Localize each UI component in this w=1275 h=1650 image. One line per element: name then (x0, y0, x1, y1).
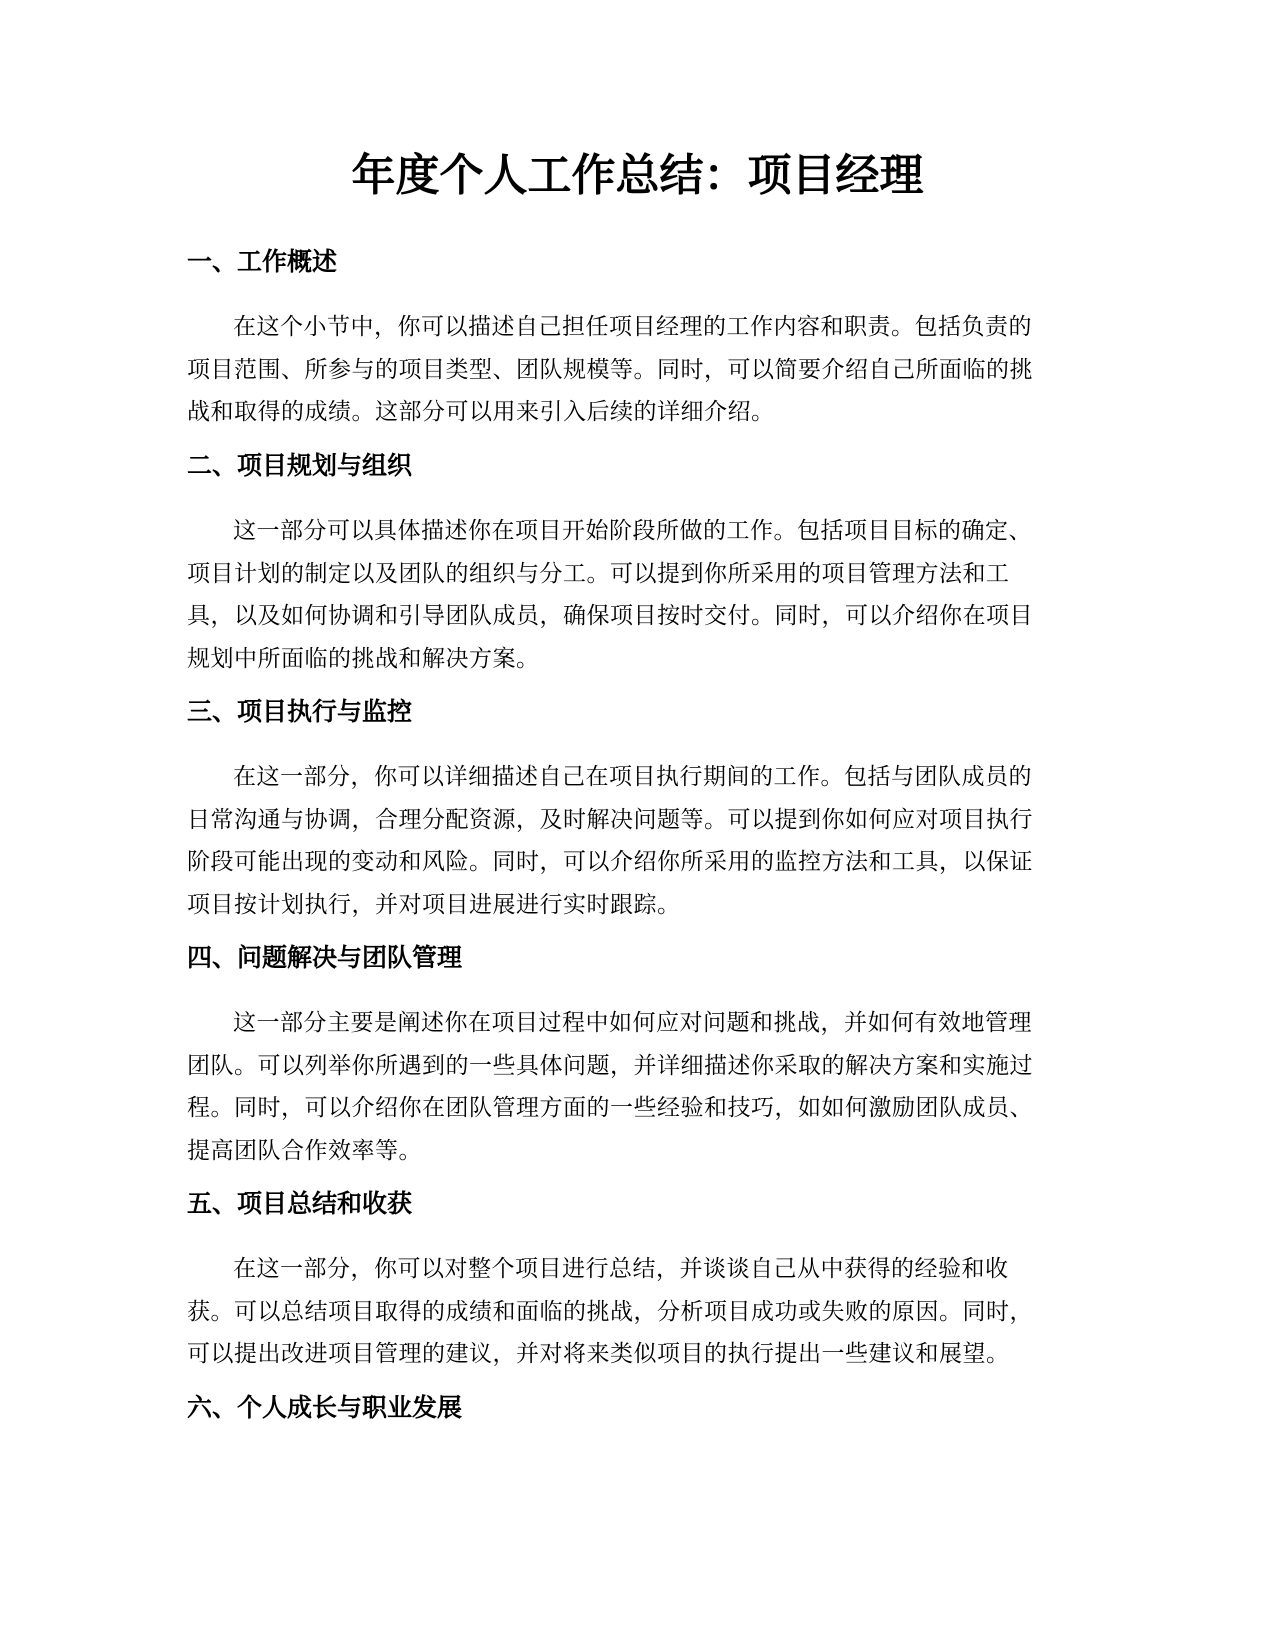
paragraph-line: 阶段可能出现的变动和风险。同时，可以介绍你所采用的监控方法和工具，以保证 (187, 849, 1033, 875)
section-heading: 六、个人成长与职业发展 (187, 1393, 463, 1422)
paragraph-line: 规划中所面临的挑战和解决方案。 (187, 645, 540, 672)
section-project-summary (187, 1186, 1087, 1376)
section-heading: 四、问题解决与团队管理 (187, 943, 463, 972)
section-heading: 一、工作概述 (187, 247, 338, 276)
paragraph-line: 在这个小节中，你可以描述自己担任项目经理的工作内容和职责。包括负责的 (233, 314, 1032, 340)
paragraph-line: 具，以及如何协调和引导团队成员，确保项目按时交付。同时，可以介绍你在项目 (187, 603, 1033, 629)
section-problem-solving (187, 940, 1087, 1172)
paragraph-line: 这一部分主要是阐述你在项目过程中如何应对问题和挑战，并如何有效地管理 (233, 1010, 1032, 1036)
section-personal-growth (187, 1390, 1087, 1426)
paragraph-line: 提高团队合作效率等。 (187, 1137, 422, 1164)
paragraph-line: 项目计划的制定以及团队的组织与分工。可以提到你所采用的项目管理方法和工 (187, 560, 1010, 587)
section-heading: 三、项目执行与监控 (187, 697, 413, 726)
section-paragraph (187, 510, 1087, 680)
paragraph-line: 可以提出改进项目管理的建议，并对将来类似项目的执行提出一些建议和展望。 (187, 1341, 1010, 1367)
section-heading: 二、项目规划与组织 (187, 451, 413, 480)
paragraph-line: 日常沟通与协调，合理分配资源，及时解决问题等。可以提到你如何应对项目执行 (187, 806, 1033, 833)
document-title: 年度个人工作总结：项目经理 (351, 150, 924, 201)
paragraph-line: 在这一部分，你可以详细描述自己在项目执行期间的工作。包括与团队成员的 (233, 764, 1032, 790)
paragraph-line: 程。同时，可以介绍你在团队管理方面的一些经验和技巧，如如何激励团队成员、 (187, 1095, 1033, 1121)
section-paragraph (187, 306, 1087, 434)
paragraph-line: 项目范围、所参与的项目类型、团队规模等。同时，可以简要介绍自己所面临的挑 (187, 356, 1033, 383)
paragraph-line: 获。可以总结项目取得的成绩和面临的挑战，分析项目成功或失败的原因。同时， (187, 1298, 1033, 1325)
paragraph-line: 这一部分可以具体描述你在项目开始阶段所做的工作。包括项目目标的确定、 (233, 518, 1032, 544)
paragraph-line: 团队。可以列举你所遇到的一些具体问题，并详细描述你采取的解决方案和实施过 (187, 1052, 1033, 1079)
section-project-planning (187, 448, 1087, 680)
section-paragraph (187, 1002, 1087, 1172)
section-paragraph (187, 756, 1087, 926)
section-work-overview (187, 244, 1087, 434)
paragraph-line: 在这一部分，你可以对整个项目进行总结，并谈谈自己从中获得的经验和收 (233, 1256, 1009, 1282)
paragraph-line: 项目按计划执行，并对项目进展进行实时跟踪。 (187, 891, 681, 918)
section-project-execution (187, 694, 1087, 926)
section-heading: 五、项目总结和收获 (187, 1189, 413, 1218)
section-paragraph (187, 1248, 1087, 1376)
paragraph-line: 战和取得的成绩。这部分可以用来引入后续的详细介绍。 (187, 399, 775, 425)
